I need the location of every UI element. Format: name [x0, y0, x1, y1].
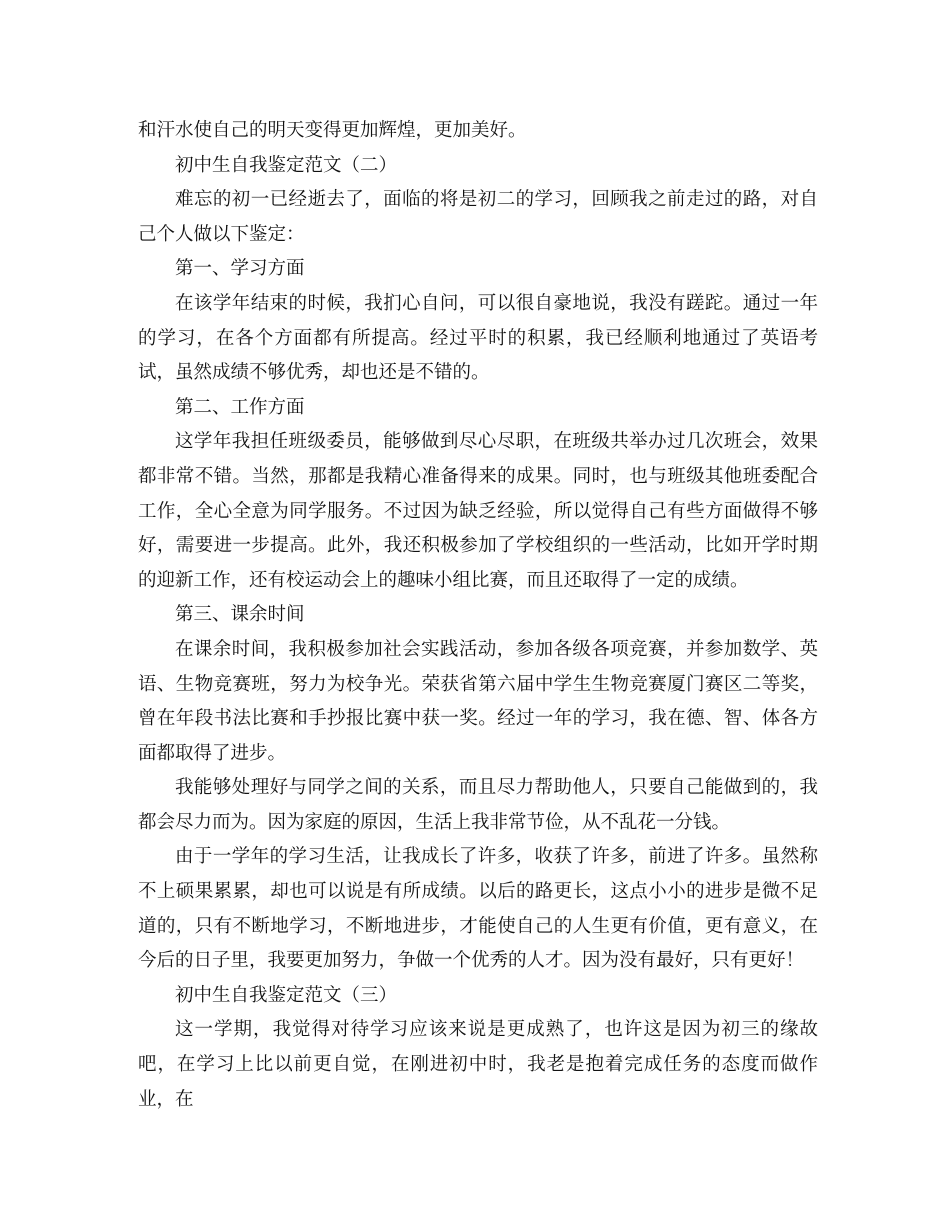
paragraph: 在课余时间，我积极参加社会实践活动，参加各级各项竞赛，并参加数学、英语、生物竞赛班，努力为校争光。荣获省第六届中学生生物竞赛厦门赛区二等奖，曾在年段书法比赛和手抄报比赛中获一奖。经过一年的学习，我在德、智、体各方面都取得了进步。 [138, 638, 818, 764]
paragraph: 这学年我担任班级委员，能够做到尽心尽职，在班级共举办过几次班会，效果都非常不错。当然，那都是我精心准备得来的成果。同时，也与班级其他班委配合工作，全心全意为同学服务。不过因为缺乏经验，所以觉得自己有些方面做得不够好，需要进一步提高。此外，我还积极参加了学校组织的一些活动，比如开学时期的迎新工作，还有校运动会上的趣味小组比赛，而且还取得了一定的成绩。 [138, 431, 818, 591]
section-heading: 第二、工作方面 [175, 396, 305, 418]
paragraph: 难忘的初一已经逝去了，面临的将是初二的学习，回顾我之前走过的路，对自己个人做以下鉴定： [138, 189, 818, 245]
paragraph: 在该学年结束的时候，我扪心自问，可以很自豪地说，我没有蹉跎。通过一年的学习，在各个方面都有所提高。经过平时的积累，我已经顺利地通过了英语考试，虽然成绩不够优秀，却也还是不错的。 [138, 292, 818, 384]
section-heading: 第一、学习方面 [175, 258, 305, 280]
paragraph: 由于一学年的学习生活，让我成长了许多，收获了许多，前进了许多。虽然称不上硕果累累，却也可以说是有所成绩。以后的路更长，这点小小的进步是微不足道的，只有不断地学习，不断地进步，才能使自己的人生更有价值，更有意义，在今后的日子里，我要更加努力，争做一个优秀的人才。因为没有最好，只有更好！ [138, 846, 818, 972]
section-heading: 第三、课余时间 [175, 604, 305, 626]
section-heading: 初中生自我鉴定范文（二） [175, 154, 398, 176]
paragraph: 和汗水使自己的明天变得更加辉煌，更加美好。 [138, 120, 527, 141]
document-body [138, 114, 818, 1117]
section-heading: 初中生自我鉴定范文（三） [175, 984, 398, 1006]
paragraph: 我能够处理好与同学之间的关系，而且尽力帮助他人，只要自己能做到的，我都会尽力而为。因为家庭的原因，生活上我非常节俭，从不乱花一分钱。 [138, 777, 818, 833]
paragraph: 这一学期，我觉得对待学习应该来说是更成熟了，也许这是因为初三的缘故吧，在学习上比以前更自觉，在刚进初中时，我老是抱着完成任务的态度而做作业，在 [138, 1019, 818, 1110]
